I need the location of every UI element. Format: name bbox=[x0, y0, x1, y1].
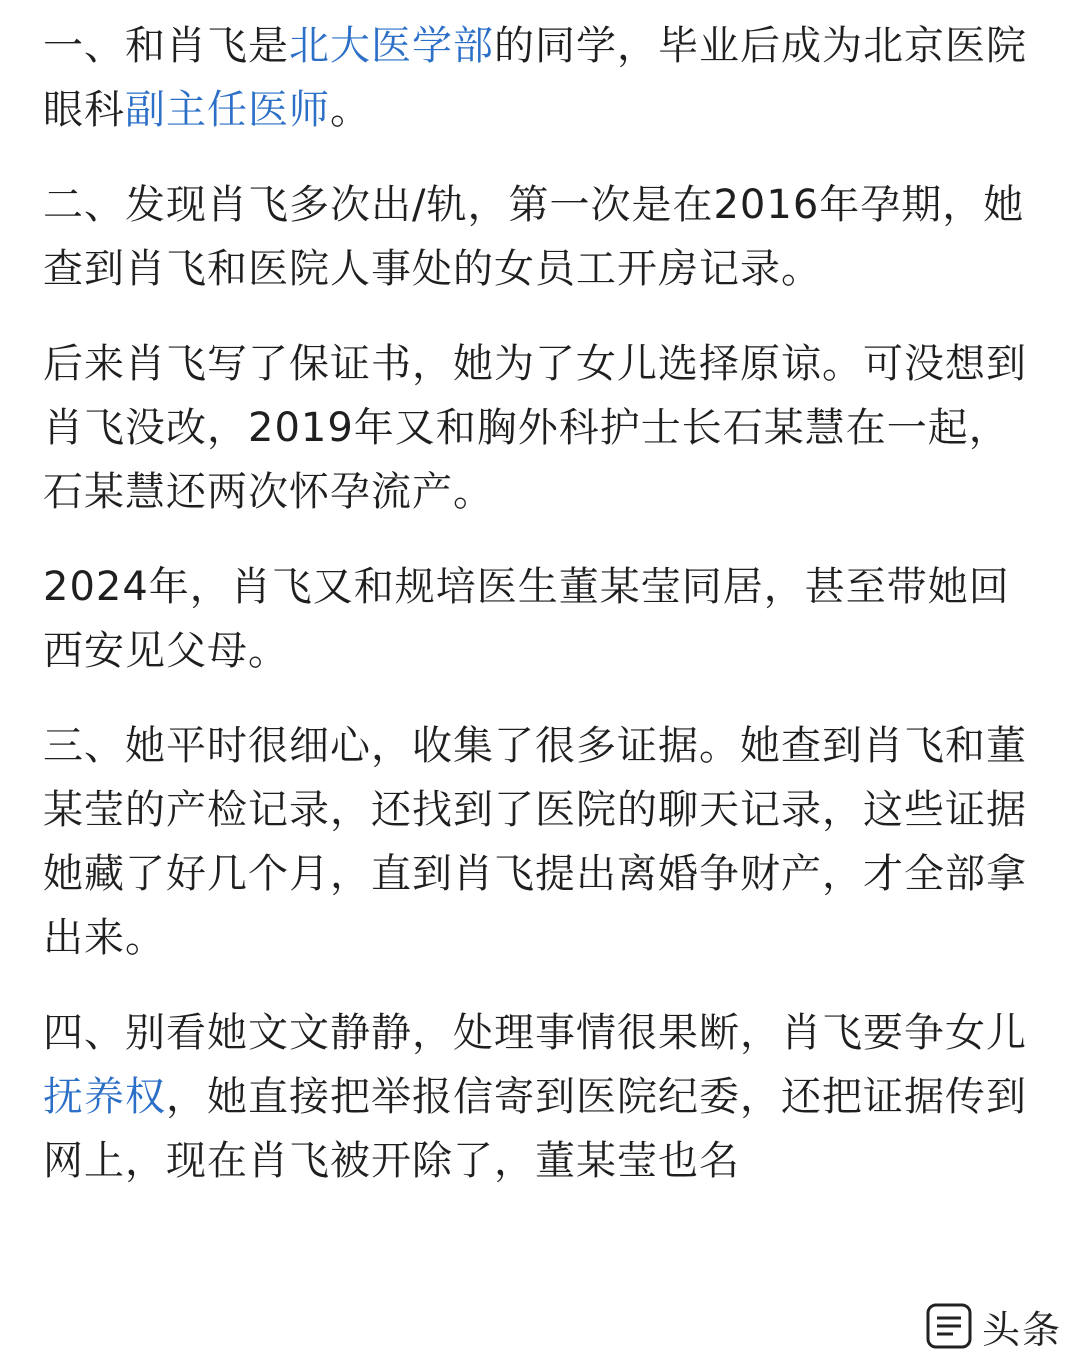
inline-link[interactable]: 副主任医师 bbox=[125, 87, 330, 133]
platform-logo-icon bbox=[926, 1303, 972, 1349]
paragraph bbox=[43, 173, 1043, 301]
paragraph-text: 后来肖飞写了保证书，她为了女儿选择原谅。可没想到肖飞没改，2019年又和胸外科护士长石某慧在一起，石某慧还两次怀孕流产。 bbox=[43, 341, 1027, 515]
paragraph-text: ，她直接把举报信寄到医院纪委，还把证据传到网上，现在肖飞被开除了，董某莹也名 bbox=[43, 1074, 1027, 1184]
paragraph-text: 三、她平时很细心，收集了很多证据。她查到肖飞和董某莹的产检记录，还找到了医院的聊天记录，这些证据她藏了好几个月，直到肖飞提出离婚争财产，才全部拿出来。 bbox=[43, 723, 1027, 961]
paragraph bbox=[43, 14, 1043, 142]
paragraph-text: 四、别看她文文静静，处理事情很果断，肖飞要争女儿 bbox=[43, 1010, 1027, 1056]
paragraph-text: 2024年，肖飞又和规培医生董某莹同居，甚至带她回西安见父母。 bbox=[43, 564, 1010, 674]
inline-link[interactable]: 北大医学部 bbox=[289, 23, 494, 69]
article-body bbox=[43, 14, 1043, 1224]
paragraph bbox=[43, 1001, 1043, 1193]
paragraph bbox=[43, 555, 1043, 683]
paragraph-text: 的同学，毕业后成为北京医院眼科 bbox=[43, 23, 1027, 133]
paragraph bbox=[43, 714, 1043, 970]
paragraph-text: 一、和肖飞是 bbox=[43, 23, 289, 69]
inline-link[interactable]: 抚养权 bbox=[43, 1074, 166, 1120]
platform-watermark bbox=[922, 1297, 1070, 1355]
paragraph-text: 二、发现肖飞多次出/轨，第一次是在2016年孕期，她查到肖飞和医院人事处的女员工开房记录。 bbox=[43, 182, 1025, 292]
watermark-text: 头条 bbox=[981, 1307, 1062, 1352]
paragraph-text: 。 bbox=[330, 87, 371, 133]
paragraph bbox=[43, 332, 1043, 524]
